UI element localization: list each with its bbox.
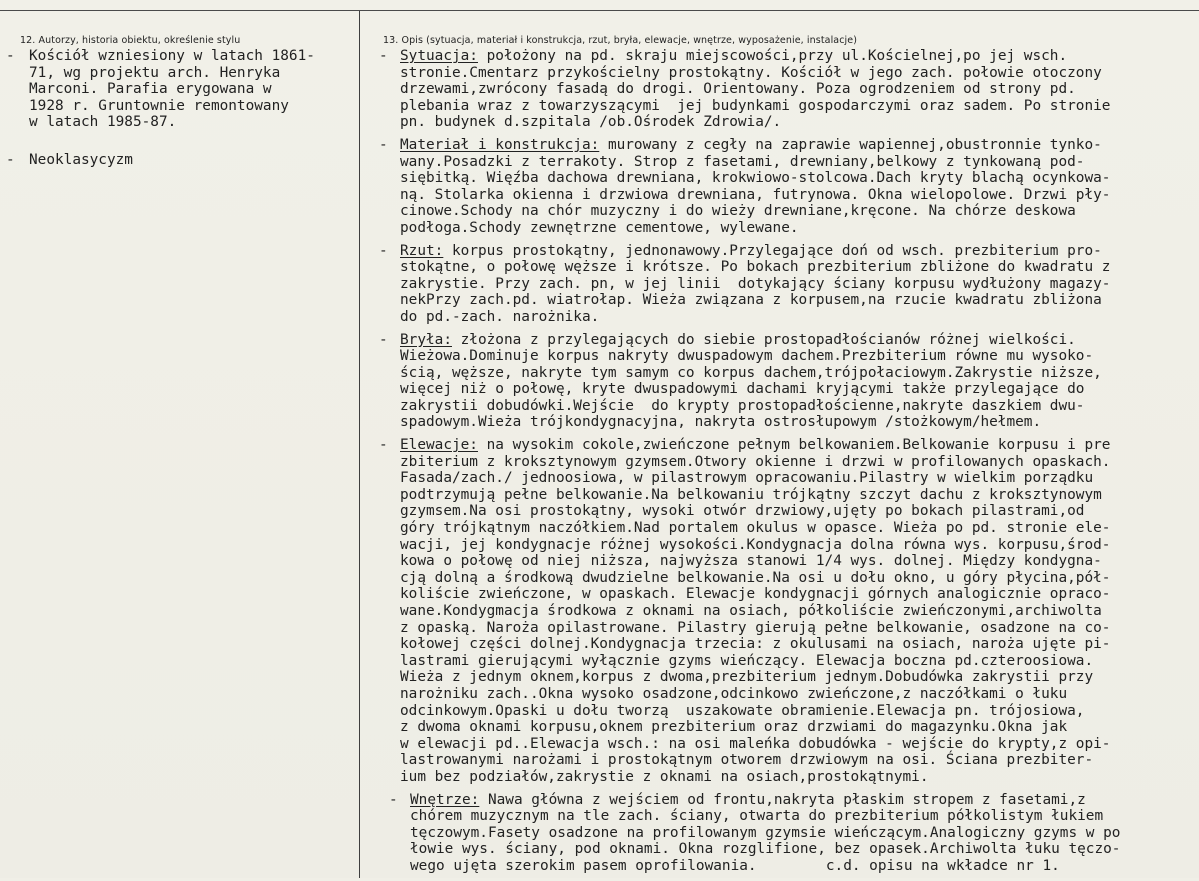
section-first-line bbox=[400, 48, 1199, 65]
section-line: plebania wraz z towarzyszącymi jej budynkami gospodarczymi oraz sadem. Po stronie bbox=[400, 97, 1111, 114]
section-title: Sytuacja: bbox=[400, 48, 478, 64]
section-line: kołowej części dolnej.Kondygnacja trzecia: z okulusami na osiach, naroża ujęte pi- bbox=[400, 636, 1111, 653]
section-first-line bbox=[410, 792, 1199, 809]
left-entry bbox=[6, 48, 354, 131]
section-title: Bryła: bbox=[400, 331, 452, 348]
section-line: wacji, jej kondygnacje różnej wysokości.Kondygnacja dolna równa wys. korpusu,środ- bbox=[400, 536, 1111, 553]
top-rule bbox=[0, 10, 1199, 11]
section-line: stronie.Cmentarz przykościelny prostokątny. Kościół w jego zach. połowie otoczony bbox=[400, 64, 1102, 81]
right-column-header: 13. Opis (sytuacja, materiał i konstrukcja, rzut, bryła, elewacje, wnętrze, wyposażenie, instalacje) bbox=[383, 35, 858, 46]
section-first-text: złożona z przylegających do siebie prostopadłościanów różnej wielkości. bbox=[451, 331, 1076, 348]
section-first-line bbox=[400, 243, 1199, 260]
section-line: zakrystii dobudówki.Wejście do krypty prostopadłościenne,nakryte daszkiem dwu- bbox=[400, 397, 1085, 414]
description-column bbox=[379, 48, 1199, 881]
section-dash: - bbox=[379, 242, 388, 259]
description-section bbox=[379, 48, 1199, 131]
section-first-line bbox=[400, 437, 1199, 454]
section-line: góry trójkątnym naczółkiem.Nad portalem okulus w opasce. Wieża po pd. stronie ele- bbox=[400, 520, 1111, 537]
section-line: stokątne, o połowę węższe i krótsze. Po bokach prezbiterium zbliżone do kwadratu z bbox=[400, 259, 1111, 276]
section-dash: - bbox=[379, 48, 388, 64]
section-line: w elewacji pd..Elewacja wsch.: na osi maleńka dobudówka - wejście do krypty,z opi- bbox=[400, 735, 1111, 752]
section-line: zakrystie. Przy zach. pn, w jej linii dotykający ściany korpusu wydłużony magazy- bbox=[400, 275, 1111, 292]
section-first-text: murowany z cegły na zaprawie wapiennej,obustronnie tynko- bbox=[599, 136, 1102, 153]
left-column-header: 12. Autorzy, historia obiektu, określenie stylu bbox=[20, 35, 241, 46]
section-line: ium bez podziałów,zakrystie z oknami na osiach,prostokątnymi. bbox=[400, 768, 929, 785]
entry-dash: - bbox=[6, 48, 15, 64]
section-line: pn. budynek d.szpitala /ob.Ośrodek Zdrowia/. bbox=[400, 114, 782, 131]
section-first-text: korpus prostokątny, jednonawowy.Przylegające doń od wsch. prezbiterium pro- bbox=[443, 242, 1102, 259]
section-line: chórem muzycznym na tle zach. ściany, otwarta do prezbiterium półkolistym łukiem bbox=[410, 808, 1104, 825]
section-dash: - bbox=[379, 331, 388, 348]
description-section bbox=[379, 437, 1199, 785]
section-line: tęczowym.Fasety osadzone na profilowanym gzymsie wieńczącym.Analogiczny gzyms w po bbox=[410, 824, 1121, 841]
description-section bbox=[379, 243, 1199, 326]
description-section bbox=[379, 137, 1199, 237]
section-line: siębitką. Więźba dachowa drewniana, krokwiowo-stolcowa.Dach kryty blachą ocynkowa- bbox=[400, 170, 1111, 187]
section-line: Wieżowa.Dominuje korpus nakryty dwuspadowym dachem.Prezbiterium równe mu wysoko- bbox=[400, 348, 1094, 365]
left-entry bbox=[6, 152, 354, 169]
authors-history-style-column bbox=[6, 48, 354, 190]
section-line: łowie wys. ściany, pod oknami. Okna rozglifione, bez opasek.Archiwolta łuku tęczo- bbox=[410, 841, 1121, 858]
section-line: nekPrzy zach.pd. wiatrołap. Wieża związana z korpusem,na rzucie kwadratu zbliżona bbox=[400, 292, 1102, 309]
section-line: z opaską. Naroża opilastrowane. Pilastry gierują pełne belkowanie, osadzone na co- bbox=[400, 619, 1111, 636]
section-first-text: Nawa główna z wejściem od frontu,nakryta płaskim stropem z fasetami,z bbox=[479, 791, 1086, 808]
section-title: Materiał i konstrukcja: bbox=[400, 136, 600, 153]
section-line: z dwoma oknami korpusu,oknem prezbiterium oraz drzwiami do magazynku.Okna jak bbox=[400, 719, 1068, 736]
section-line: ną. Stolarka okienna i drzwiowa drewniana, futrynowa. Okna wielopolowe. Drzwi pły- bbox=[400, 186, 1111, 203]
column-divider bbox=[359, 11, 360, 878]
section-title: Elewacje: bbox=[400, 437, 478, 454]
entry-dash: - bbox=[6, 151, 15, 168]
section-title: Wnętrze: bbox=[410, 791, 480, 808]
section-line: do pd.-zach. narożnika. bbox=[400, 308, 600, 325]
section-line: podłoga.Schody zewnętrzne cementowe, wylewane. bbox=[400, 219, 799, 236]
section-line: lastrowanymi narożami i prostokątnym otworem drzwiowym na osi. Ściana prezbiter- bbox=[400, 752, 1094, 769]
section-first-line bbox=[400, 332, 1199, 349]
section-line: drzewami,zwrócony fasadą do drogi. Orientowany. Poza ogrodzeniem od strony pd. bbox=[400, 81, 1076, 98]
section-body bbox=[410, 792, 1199, 875]
section-first-text: położony na pd. skraju miejscowości,przy ul.Kościelnej,po jej wsch. bbox=[477, 48, 1068, 64]
section-line: kowa o połowę od niej niższa, najwyższa stanowi 1/4 wys. dolnej. Między kondygna- bbox=[400, 553, 1102, 570]
section-line: podtrzymują pełne belkowanie.Na belkowaniu trójkątny szczyt dachu z kroksztynowym bbox=[400, 486, 1102, 503]
description-section bbox=[379, 332, 1199, 432]
section-line: cją dolną a środkową dwudzielne belkowanie.Na osi u dołu okno, u góry płycina,pół- bbox=[400, 569, 1111, 586]
section-line: wany.Posadzki z terrakoty. Strop z fasetami, drewniany,belkowy z tynkowaną pod- bbox=[400, 153, 1085, 170]
entry-text: Neoklasycyzm bbox=[29, 151, 133, 168]
section-first-text: na wysokim cokole,zwieńczone pełnym belkowaniem.Belkowanie korpusu i pre bbox=[477, 437, 1111, 454]
section-line: Fasada/zach./ jednoosiowa, w pilastrowym opracowaniu.Pilastry w wielkim porządku bbox=[400, 470, 1094, 487]
section-body bbox=[400, 137, 1199, 237]
section-body bbox=[400, 48, 1199, 131]
section-title: Rzut: bbox=[400, 242, 444, 259]
section-line: wane.Kondygmacja środkowa z oknami na osiach, półkoliście zwieńczonymi,archiwolta bbox=[400, 603, 1102, 619]
description-section bbox=[389, 792, 1199, 875]
section-line: lastrami gierującymi wyłącznie gzyms wieńczący. Elewacja boczna pd.czteroosiowa. bbox=[400, 652, 1094, 669]
section-line: Wieża z jednym oknem,korpus z dwoma,prezbiterium jednym.Dobudówka zakrystii przy bbox=[400, 669, 1094, 686]
section-dash: - bbox=[389, 791, 398, 808]
section-line: cinowe.Schody na chór muzyczny i do wieży drewniane,kręcone. Na chórze deskowa bbox=[400, 203, 1076, 220]
section-first-line bbox=[400, 137, 1199, 154]
entry-text: Kościół wzniesiony w latach 1861- 71, wg projektu arch. Henryka Marconi. Parafia erygowana w 1928 r. Gruntownie remontowany w latach 1985-87. bbox=[29, 48, 315, 131]
section-line: koliście zwieńczone, w opaskach. Elewacje kondygnacji górnych analogicznie opraco- bbox=[400, 586, 1111, 603]
section-line: więcej niż o połowę, kryte dwuspadowymi dachami kryjącymi także przylegające do bbox=[400, 381, 1085, 398]
section-line: ścią, węższe, nakryte tym samym co korpus dachem,trójpołaciowym.Zakrystie niższe, bbox=[400, 364, 1102, 381]
section-body bbox=[400, 437, 1199, 785]
section-line: wego ujęta szerokim pasem oprofilowania. c.d. opisu na wkładce nr 1. bbox=[410, 857, 1060, 874]
section-dash: - bbox=[379, 437, 388, 454]
section-body bbox=[400, 243, 1199, 326]
section-body bbox=[400, 332, 1199, 432]
section-dash: - bbox=[379, 136, 388, 153]
section-line: zbiterium z kroksztynowym gzymsem.Otwory okienne i drzwi w profilowanych opaskach. bbox=[400, 453, 1111, 470]
section-line: spadowym.Wieża trójkondygnacyjna, nakryta ostrosłupowym /stożkowym/hełmem. bbox=[400, 414, 1042, 431]
section-line: narożniku zach..Okna wysoko osadzone,odcinkowo zwieńczone,z naczółkami o łuku bbox=[400, 685, 1068, 702]
section-line: gzymsem.Na osi prostokątny, wysoki otwór drzwiowy,ujęty po bokach pilastrami,od bbox=[400, 503, 1085, 520]
section-line: odcinkowym.Opaski u dołu tworzą uszakowate obramienie.Elewacja pn. trójosiowa, bbox=[400, 702, 1085, 719]
